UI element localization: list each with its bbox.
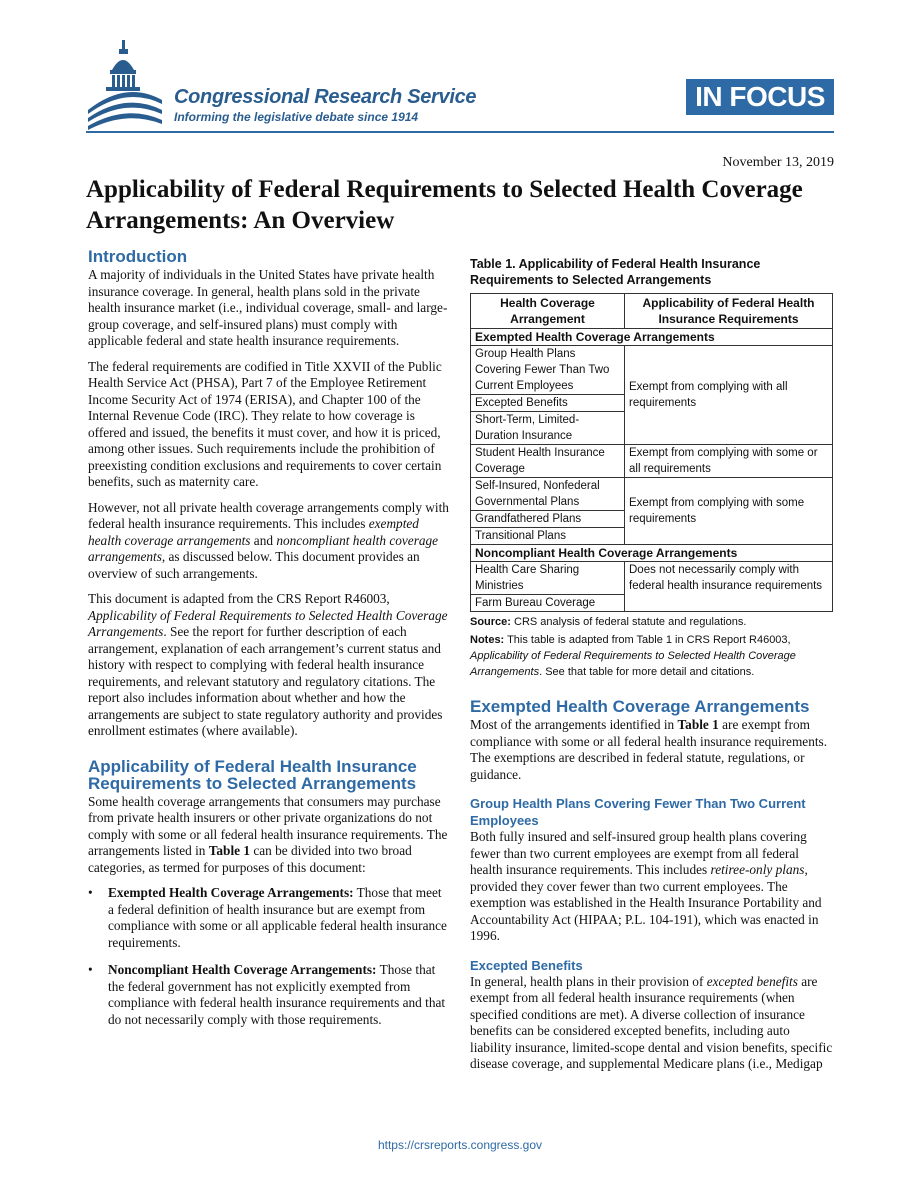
table-header-arrangement: Health Coverage Arrangement bbox=[471, 294, 625, 329]
arrangement-categories-list bbox=[88, 885, 450, 1028]
table-row: Group Health Plans Covering Fewer Than Two Current Employees Exempt from complying with all requirements bbox=[471, 346, 833, 395]
table-caption: Table 1. Applicability of Federal Health Insurance Requirements to Selected Arrangements bbox=[470, 257, 761, 287]
table-row: Student Health Insurance Coverage Exempt from complying with some or all requirements bbox=[471, 445, 833, 478]
applicability-paragraph: Some health coverage arrangements that consumers may purchase from private health insurers or other private organizations do not comply with some or all federal health insurance requirements. The arrangements listed in Table 1 can be divided into two broad categories, as termed for purposes of this document: bbox=[88, 793, 448, 875]
table-row: Self-Insured, Nonfederal Governmental Plans Exempt from complying with some requirements bbox=[471, 478, 833, 511]
table-header-applicability: Applicability of Federal Health Insurance Requirements bbox=[625, 294, 833, 329]
publication-date: November 13, 2019 bbox=[722, 155, 834, 170]
brand-tagline: Informing the legislative debate since 1914 bbox=[174, 110, 419, 124]
table-row: Farm Bureau Coverage bbox=[471, 595, 833, 612]
excepted-benefits-heading: Excepted Benefits bbox=[470, 957, 583, 973]
intro-paragraph-2: The federal requirements are codified in Title XXVII of the Public Health Service Act (PHSA), Part 7 of the Employee Retirement Income Security Act of 1974 (ERISA), and Chapter 100 of the Internal Revenue Code (IRC). They relate to how coverage is offered and issued, the benefits it must cover, and how it is priced, among other issues. Such requirements include the prohibition of preexisting condition exclusions and requirements to cover certain benefits, such as maternity care. bbox=[88, 358, 442, 489]
exempted-heading: Exempted Health Coverage Arrangements bbox=[470, 697, 810, 716]
excepted-benefits-paragraph: In general, health plans in their provision of excepted benefits are exempt from all federal health insurance requirements (when specified conditions are met). A diverse collection of insurance benefits can be considered excepted benefits, including auto liability insurance, limited-scope dental and vision benefits, specific disease coverage, and supplemental Medicare plans (i.e., Medigap bbox=[470, 973, 833, 1071]
brand-name: Congressional Research Service bbox=[174, 86, 477, 108]
table-row: Health Care Sharing Ministries Does not necessarily comply with federal health insurance requirements bbox=[471, 562, 833, 595]
introduction-heading: Introduction bbox=[88, 247, 188, 266]
page-title: Applicability of Federal Requirements to Selected Health Coverage Arrangements: An Overview bbox=[86, 176, 803, 234]
left-column bbox=[88, 248, 450, 1039]
group-health-plans-paragraph: Both fully insured and self-insured group health plans covering fewer than two current employees are exempt from all federal health insurance requirements. This includes retiree-only plans, provided they cover fewer than two current employees. The exemption was established in the Health Insurance Portability and Accountability Act (HIPAA; P.L. 104-191), which was enacted in 1996. bbox=[470, 829, 822, 943]
group-health-plans-heading: Group Health Plans Covering Fewer Than Two Current Employees bbox=[470, 796, 806, 828]
table-row: Grandfathered Plans bbox=[471, 511, 833, 528]
header-divider bbox=[86, 131, 834, 133]
list-item: • Noncompliant Health Coverage Arrangements: Those that the federal government has not explicitly exempted from compliance with federal health insurance requirements and that do not necessarily comply with those requirements. bbox=[88, 962, 446, 1027]
applicability-table bbox=[470, 293, 833, 612]
exempted-paragraph: Most of the arrangements identified in Table 1 are exempt from compliance with some or all federal health insurance requirements. The exemptions are described in federal statute, regulations, or guidance. bbox=[470, 717, 828, 782]
right-column bbox=[470, 248, 834, 1082]
table-source: Source: CRS analysis of federal statute and regulations. bbox=[470, 616, 747, 628]
table-notes: Notes: This table is adapted from Table 1 in CRS Report R46003, Applicability of Federal Requirements to Selected Health Coverage Arrangements. See that table for more detail and citations. bbox=[470, 634, 796, 678]
capitol-dome-logo-icon bbox=[86, 40, 164, 130]
intro-paragraph-4: This document is adapted from the CRS Report R46003, Applicability of Federal Requirements to Selected Health Coverage Arrangements. See the report for further description of each arrangement, explanation of each arrangement’s current status and history with respect to complying with federal health insurance requirements, and relevant statutory and regulatory citations. The report also includes information about whether and how the arrangements are subject to state regulatory authority and provides enrollment estimates (where available). bbox=[88, 591, 448, 738]
list-item: • Exempted Health Coverage Arrangements: Those that meet a federal definition of health insurance but are exempt from compliance with some or all applicable federal health insurance requirements. bbox=[88, 885, 447, 950]
in-focus-badge: IN FOCUS bbox=[686, 79, 834, 115]
table-row: Transitional Plans bbox=[471, 528, 833, 545]
table-section-noncompliant: Noncompliant Health Coverage Arrangements bbox=[471, 545, 833, 562]
table-row: Short-Term, Limited-Duration Insurance bbox=[471, 412, 833, 445]
intro-paragraph-3: However, not all private health coverage arrangements comply with federal health insurance requirements. This includes exempted health coverage arrangements and noncompliant health coverage arrangements, as discussed below. This document provides an overview of such arrangements. bbox=[88, 499, 449, 581]
table-row: Excepted Benefits bbox=[471, 395, 833, 412]
table-section-exempted: Exempted Health Coverage Arrangements bbox=[471, 329, 833, 346]
intro-paragraph-1: A majority of individuals in the United States have private health insurance coverage. In general, health plans sold in the private health insurance market (i.e., individual coverage, small- and large-group coverage, and self-insured plans) must comply with applicable federal and state health insurance requirements. bbox=[88, 267, 448, 348]
applicability-heading: Applicability of Federal Health Insurance Requirements to Selected Arrangements bbox=[88, 756, 417, 793]
footer-url-link[interactable]: https://crsreports.congress.gov bbox=[377, 1138, 543, 1152]
